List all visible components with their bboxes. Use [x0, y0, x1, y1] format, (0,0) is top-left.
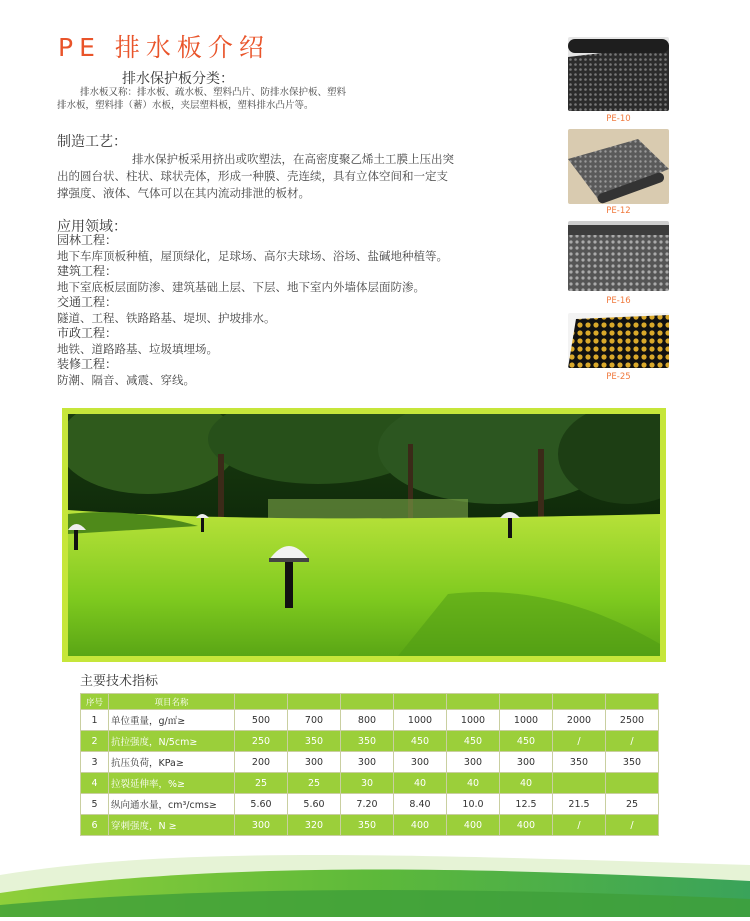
applications-list — [57, 233, 448, 388]
header-name: 项目名称 — [109, 694, 235, 710]
product-image-pe16 — [568, 221, 669, 291]
product-label: PE-10 — [606, 114, 631, 124]
product-label: PE-12 — [606, 206, 631, 216]
table-header-row — [81, 694, 659, 710]
process-heading: 制造工艺： — [57, 134, 127, 150]
process-line-1: 排水保护板采用挤出或吹塑法，在高密度聚乙烯土工膜上压出突 — [132, 152, 454, 166]
classification-line-2: 排水板，塑料排（蓄）水板，夹层塑料板，塑料排水凸片等。 — [57, 100, 314, 111]
bottom-wave-decoration — [0, 835, 750, 917]
application-category: 交通工程： — [57, 295, 118, 309]
table-row: 4 拉裂延伸率，%≥ 25 25 30 40 40 40 — [81, 773, 659, 794]
header-no: 序号 — [81, 694, 109, 710]
table-row: 1 单位重量，g/㎡≥ 500 700 800 1000 1000 1000 2000 2500 — [81, 710, 659, 731]
process-line-2: 出的圆台状、柱状、球状壳体，形成一种膜、壳连续，具有立体空间和一定支 — [57, 169, 448, 183]
page-title: PE 排水板介绍 — [58, 33, 270, 62]
application-detail: 防潮、隔音、减震、穿线。 — [57, 372, 195, 387]
product-image-pe10 — [568, 37, 669, 111]
application-detail: 地下车库顶板种植，屋顶绿化，足球场、高尔夫球场、浴场、盐碱地种植等。 — [57, 248, 448, 263]
application-detail: 隧道、工程、铁路路基、堤坝、护坡排水。 — [57, 310, 276, 325]
applications-heading: 应用领域： — [57, 219, 127, 235]
classification-line-1: 排水板又称：排水板、疏水板、塑料凸片、防排水保护板、塑料 — [80, 87, 347, 98]
application-detail: 地下室底板层面防渗、建筑基础上层、下层、地下室内外墙体层面防渗。 — [57, 279, 425, 294]
product-image-pe12 — [568, 129, 669, 204]
product-image-pe25 — [568, 313, 669, 368]
classification-heading: 排水保护板分类： — [122, 71, 234, 87]
application-category: 市政工程： — [57, 326, 118, 340]
garden-photo — [68, 414, 660, 656]
product-label: PE-25 — [606, 372, 631, 382]
process-line-3: 撑强度、液体、气体可以在其内流动排泄的板材。 — [57, 186, 310, 200]
table-row: 6 穿刺强度，N ≥ 300 320 350 400 400 400 / / — [81, 815, 659, 836]
spec-table — [80, 693, 659, 836]
table-row: 3 抗压负荷，KPa≥ 200 300 300 300 300 300 350 350 — [81, 752, 659, 773]
table-row: 5 纵向通水量，cm³/cms≥ 5.60 5.60 7.20 8.40 10.0 12.5 21.5 25 — [81, 794, 659, 815]
application-category: 建筑工程： — [57, 264, 118, 278]
table-row: 2 抗拉强度，N/5cm≥ 250 350 350 450 450 450 / / — [81, 731, 659, 752]
product-label: PE-16 — [606, 296, 631, 306]
application-category: 园林工程： — [57, 233, 118, 247]
application-category: 装修工程： — [57, 357, 118, 371]
table-title: 主要技术指标 — [80, 674, 159, 689]
application-detail: 地铁、道路路基、垃圾填埋场。 — [57, 341, 218, 356]
